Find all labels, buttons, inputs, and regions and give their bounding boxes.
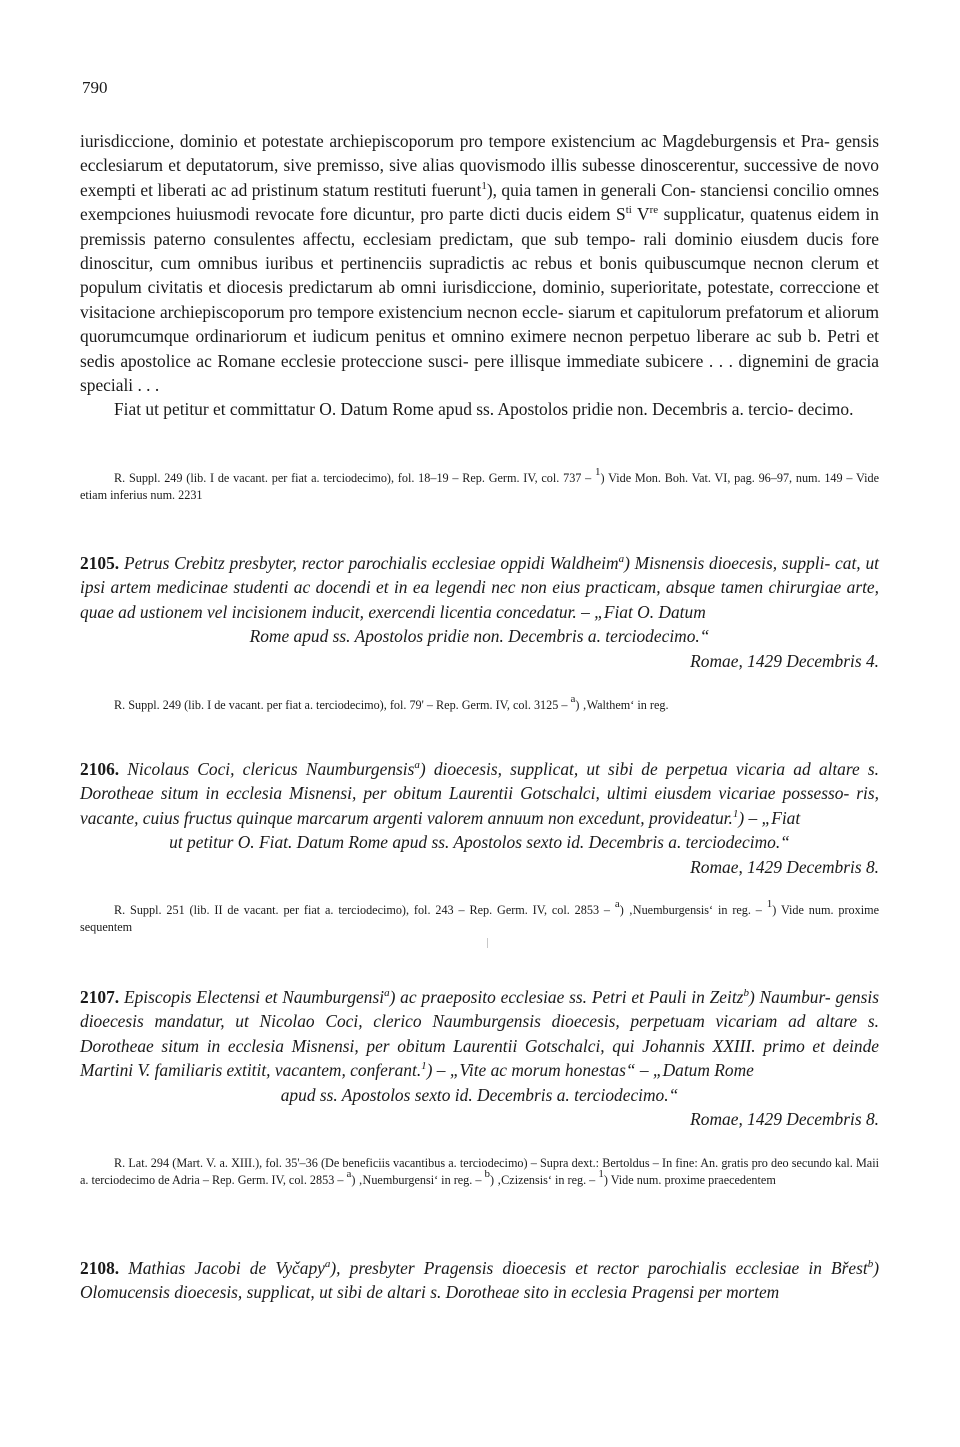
page-number: 790 bbox=[82, 78, 108, 97]
entry-text-center: Rome apud ss. Apostolos pridie non. Decembris a. terciodecimo.“ bbox=[249, 626, 710, 647]
entry-2105-footnote: R. Suppl. 249 (lib. I de vacant. per fiat a. terciodecimo), fol. 79' – Rep. Germ. IV, col. 3125 – $^a$) ‚Walthem‘ in reg. bbox=[114, 693, 669, 712]
place-date: Romae, 1429 Decembris 8. bbox=[690, 1109, 879, 1130]
scan-mark bbox=[487, 938, 488, 948]
entry-text-center: ut petitur O. Fiat. Datum Rome apud ss. Apostolos sexto id. Decembris a. terciodecimo.“ bbox=[169, 832, 790, 853]
entry-text: Nicolaus Coci, clericus Naumburgensis$^a$) dioecesis, supplicat, ut sibi de perpetua vicaria ad altare s. Dorotheae situm in ecclesia Misnensi, per obitum Laurentii Gotschalci, ultimi eiusdem vicariae possesso- ris, vacante, cuius fructus quinque marcarum argenti valorem annuum non excedunt, provideatur.$^1$) – „Fiat bbox=[80, 759, 879, 828]
entry-number: 2106. bbox=[80, 759, 120, 779]
intro-footnote: R. Suppl. 249 (lib. I de vacant. per fiat a. terciodecimo), fol. 18–19 – Rep. Germ. IV, col. 737 – $^1$) Vide Mon. Boh. Vat. VI, pag. 96–97, num. 149 – Vide etiam inferius num. 2231 bbox=[80, 466, 879, 502]
entry-text: Episcopis Electensi et Naumburgensi$^a$) ac praeposito ecclesiae ss. Petri et Pauli in Zeitz$^b$) Naumbur- gensis dioecesis mandatur, ut Nicolao Coci, clerico Naumburgensis dioecesis, perpetuam vicariam ad altare s. Dorotheae situm in ecclesia Misnensi, per obitum Laurentii Gotschalci, qui Johannis XXIII. primo et deinde Martini V. familiaris extitit, vacantem, conferant.$^1$) – „Vite ac morum honestas“ – „Datum Rome bbox=[80, 987, 879, 1081]
entry-2107 bbox=[80, 985, 879, 1131]
intro-section bbox=[80, 129, 879, 422]
entry-2108 bbox=[80, 1256, 879, 1305]
place-date: Romae, 1429 Decembris 8. bbox=[690, 856, 879, 877]
entry-2106 bbox=[80, 757, 879, 879]
entry-text: Petrus Crebitz presbyter, rector parochialis ecclesiae oppidi Waldheim$^a$) Misnensis dioecesis, suppli- cat, ut ipsi artem medicinae studenti ac docendi et in ea legendi nec non eius practicam, absque tamen chirurgiae arte, quae ad ustionem vel incisionem inducit, exercendi licentia concedatur. – „Fiat O. Datum bbox=[80, 553, 879, 622]
entry-number: 2105. bbox=[80, 553, 120, 573]
entry-text: Mathias Jacobi de Vyčapy$^a$), presbyter Pragensis dioecesis et rector parochialis ecclesiae in Břest$^b$) Olomucensis dioecesis, supplicat, ut sibi de altari s. Dorotheae sito in ecclesia Pragensi per mortem bbox=[80, 1258, 879, 1303]
entry-number: 2108. bbox=[80, 1258, 120, 1278]
entry-text-center: apud ss. Apostolos sexto id. Decembris a. terciodecimo.“ bbox=[280, 1084, 679, 1105]
entry-2106-footnote: R. Suppl. 251 (lib. II de vacant. per fiat a. terciodecimo), fol. 243 – Rep. Germ. IV, col. 2853 – $^a$) ‚Nuemburgensis‘ in reg. – $^1$) Vide num. proxime sequentem bbox=[80, 898, 879, 934]
entry-2107-footnote: R. Lat. 294 (Mart. V. a. XIII.), fol. 35'–36 (De beneficiis vacantibus a. terciodecimo) – Supra dext.: Bertoldus – In fine: An. gratis pro deo secundo kal. Maii a. terciodecimo de Adria – Rep. Germ. IV, col. 2853 – $^a$) ‚Nuemburgensi‘ in reg. – $^b$) ‚Czizensis‘ in reg. – $^1$) Vide num. proxime praecedentem bbox=[80, 1156, 879, 1187]
intro-paragraph: iurisdiccione, dominio et potestate archiepiscoporum pro tempore existencium ac Magdeburgensis et Pra- gensis ecclesiarum et deputatorum, sive premisso, sive alias quovismodo illis subesse dinoscerentur, successive de novo exempti et liberati ac ad pristinum statum restituti fuerunt$^1$), quia tamen in generali Con- stanciensi concilio omnes exempciones huiusmodi revocate fore dicuntur, pro parte dicti ducis eidem $S^{ti}$ Vre supplicatur, quatenus eidem in premissis paterno consulentes affectu, ecclesiam predictam, que sub tempo- rali dominio eiusdem ducis fore dinoscitur, cum omnibus iuribus et pertinenciis supradictis ac rebus et bonis quibuscumque necnon clerum et populum civitatis et diocesis predictarum ab omni iurisdiccione, dominio, superioritate, potestate, correccione et visitacione archiepiscoporum pro tempore existencium necnon eccle- siarum et capitulorum prefatorum et aliorum quorumcumque ordinariorum et iudicum penitus et omnino eximere necnon perpetuo liberare ac sub b. Petri et sedis apostolice ac Romane ecclesie proteccione susci- pere illisque immediate subicere . . . dignemini de gracia speciali . . . bbox=[80, 131, 880, 396]
place-date: Romae, 1429 Decembris 4. bbox=[690, 650, 879, 671]
entry-2105 bbox=[80, 551, 879, 673]
entry-number: 2107. bbox=[80, 987, 120, 1007]
intro-fiat-paragraph: Fiat ut petitur et committatur O. Datum Rome apud ss. Apostolos pridie non. Decembris a. tercio- decimo. bbox=[114, 399, 854, 420]
